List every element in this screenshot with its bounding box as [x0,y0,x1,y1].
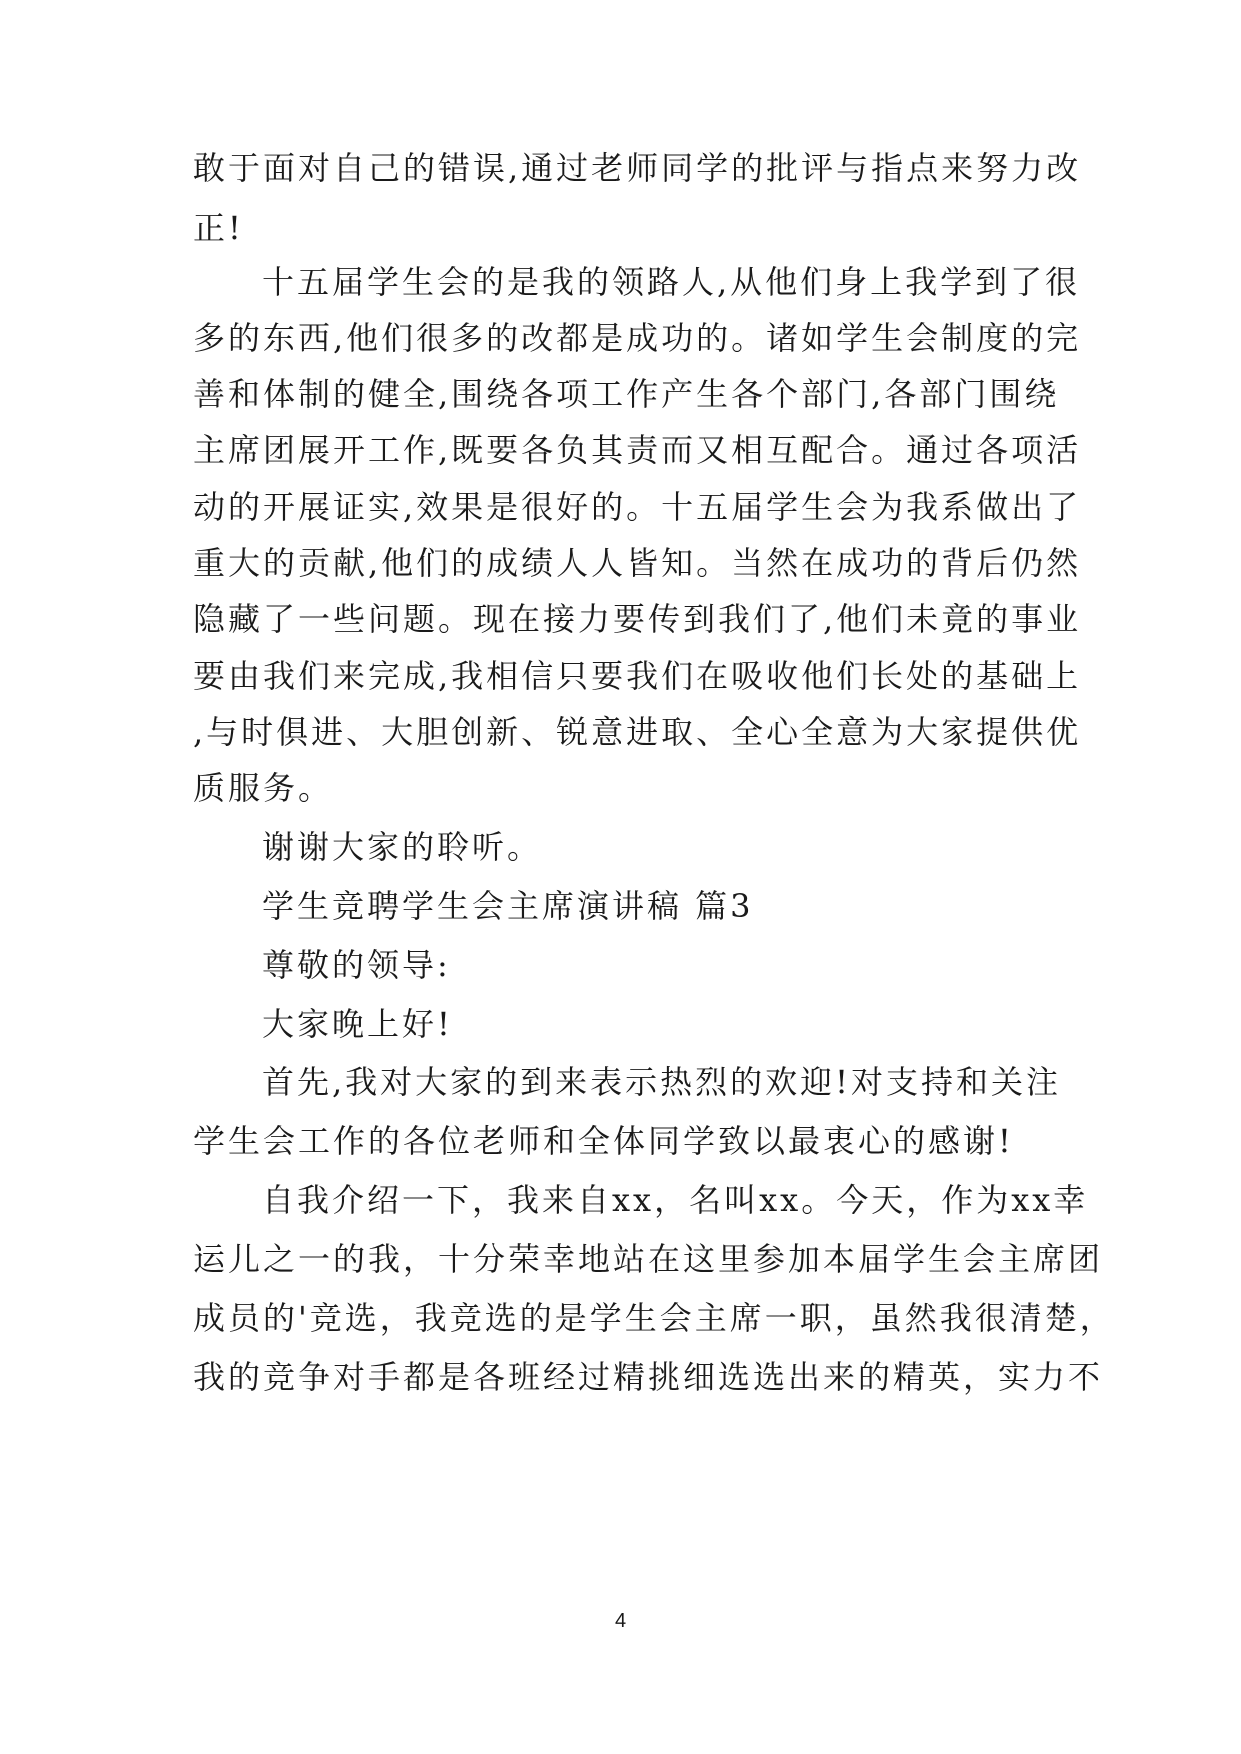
text-line: 质服务。 [193,769,334,807]
text-line: 自我介绍一下，我来自xx，名叫xx。今天，作为xx幸 [262,1181,1089,1219]
page-number: 4 [614,1610,627,1632]
salutation: 尊敬的领导: [262,946,451,984]
text-line: 运儿之一的我，十分荣幸地站在这里参加本届学生会主席团 [193,1240,1104,1278]
text-line: 十五届学生会的是我的领路人,从他们身上我学到了很 [262,263,1081,301]
text-line: ,与时俱进、大胆创新、锐意进取、全心全意为大家提供优 [193,713,1082,751]
text-line: 首先,我对大家的到来表示热烈的欢迎!对支持和关注 [262,1063,1062,1101]
text-line: 重大的贡献,他们的成绩人人皆知。当然在成功的背后仍然 [193,544,1082,582]
text-line: 谢谢大家的聆听。 [262,828,543,866]
text-line: 主席团展开工作,既要各负其责而又相互配合。通过各项活 [193,431,1082,469]
text-line: 敢于面对自己的错误,通过老师同学的批评与指点来努力改 [193,149,1082,187]
text-line: 动的开展证实,效果是很好的。十五届学生会为我系做出了 [193,488,1082,526]
text-line: 要由我们来完成,我相信只要我们在吸收他们长处的基础上 [193,657,1082,695]
text-line: 善和体制的健全,围绕各项工作产生各个部门,各部门围绕 [193,375,1060,413]
section-heading: 学生竞聘学生会主席演讲稿 篇3 [262,887,754,925]
greeting: 大家晚上好! [262,1005,453,1043]
text-line: 学生会工作的各位老师和全体同学致以最衷心的感谢! [193,1122,1014,1160]
text-line: 我的竞争对手都是各班经过精挑细选选出来的精英，实力不 [193,1358,1104,1396]
text-line: 成员的'竞选，我竞选的是学生会主席一职，虽然我很清楚， [193,1299,1115,1337]
text-line: 正! [193,209,244,247]
text-line: 隐藏了一些问题。现在接力要传到我们了,他们未竟的事业 [193,600,1082,638]
text-line: 多的东西,他们很多的改都是成功的。诸如学生会制度的完 [193,319,1082,357]
